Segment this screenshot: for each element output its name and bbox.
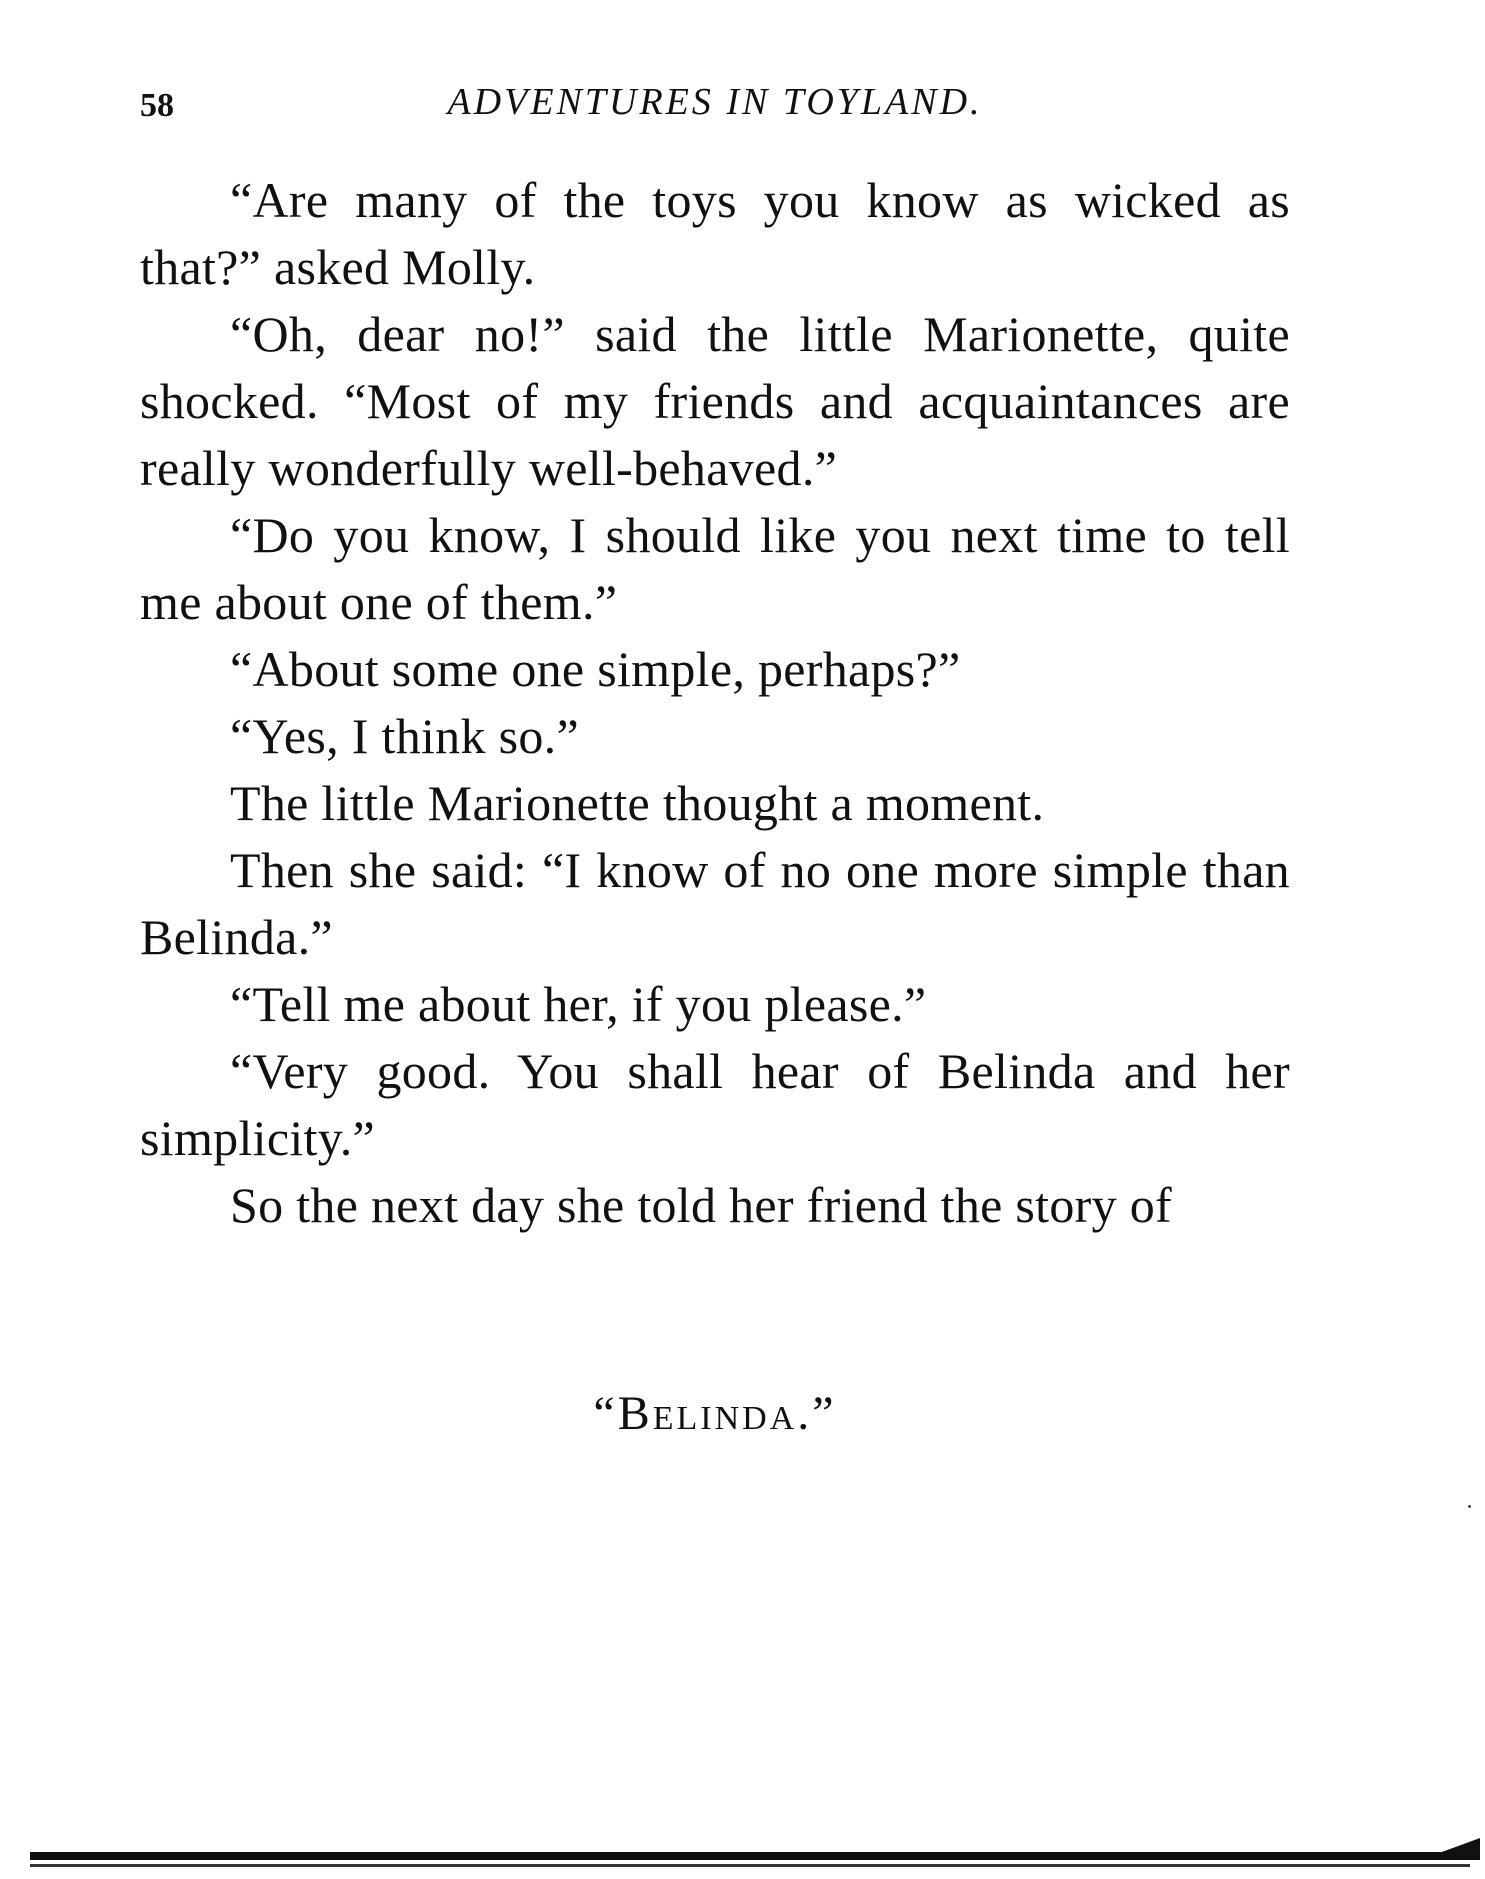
chapter-heading: “Belinda.” <box>593 1387 837 1440</box>
body-text <box>140 167 1290 1239</box>
bottom-rule <box>30 1852 1470 1860</box>
paragraph: Then she said: “I know of no one more simple than Belinda.” <box>140 842 1290 965</box>
paragraph: So the next day she told her friend the story of <box>230 1177 1172 1233</box>
paragraph: “Are many of the toys you know as wicked as that?” asked Molly. <box>140 172 1290 295</box>
paragraph: “Yes, I think so.” <box>230 708 579 764</box>
running-head <box>140 80 1290 140</box>
running-title: ADVENTURES IN TOYLAND. <box>447 81 983 123</box>
paragraph: “About some one simple, perhaps?” <box>230 641 961 697</box>
paragraph: “Oh, dear no!” said the little Marionette, quite shocked. “Most of my friends and acquaintances are really wonderfully well-behaved.” <box>140 306 1290 496</box>
page-number: 58 <box>140 87 174 124</box>
paragraph: “Do you know, I should like you next time to tell me about one of them.” <box>140 507 1290 630</box>
paragraph: “Tell me about her, if you please.” <box>230 976 927 1032</box>
paragraph: “Very good. You shall hear of Belinda and her simplicity.” <box>140 1043 1290 1166</box>
scan-speck <box>1468 1505 1471 1508</box>
bottom-rule-thin <box>30 1864 1470 1867</box>
paragraph: The little Marionette thought a moment. <box>230 775 1045 831</box>
